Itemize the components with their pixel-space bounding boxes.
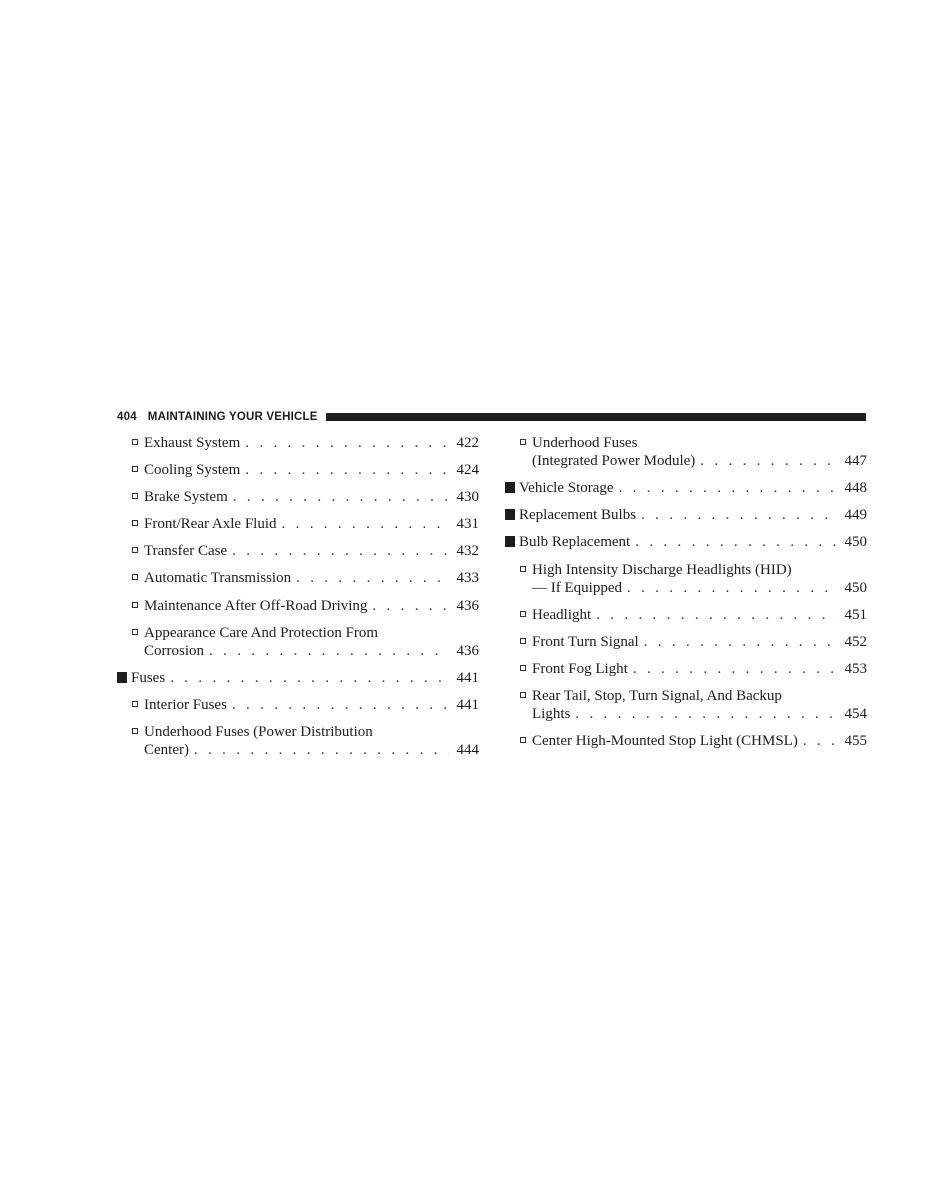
toc-entry-cooling-system[interactable] xyxy=(117,461,479,479)
subsection-box-icon xyxy=(520,665,526,671)
subsection-box-icon xyxy=(132,493,138,499)
toc-entry-brake-system[interactable] xyxy=(117,488,479,506)
toc-entry-title: Rear Tail, Stop, Turn Signal, And Backup xyxy=(532,688,782,705)
toc-page-number: 432 xyxy=(456,543,479,560)
dot-leader xyxy=(639,633,837,651)
subsection-box-icon xyxy=(132,629,138,635)
toc-page-number: 422 xyxy=(456,435,479,451)
toc-entry-title: Interior Fuses xyxy=(144,697,227,714)
toc-entry-title: Lights xyxy=(532,706,571,723)
toc-page-number: 441 xyxy=(456,669,479,686)
toc-entry-title: Cooling System xyxy=(144,462,241,479)
page-number: 404 xyxy=(117,411,137,423)
toc-entry-title: Front Turn Signal xyxy=(532,633,639,650)
toc-entry-underhood-fuses-power-distribution-center[interactable] xyxy=(117,723,479,759)
toc-page-number: 433 xyxy=(456,570,479,587)
toc-entry-replacement-bulbs[interactable] xyxy=(505,506,867,524)
toc-entry-title: Front/Rear Axle Fluid xyxy=(144,516,277,533)
toc-right-column xyxy=(505,434,867,760)
dot-leader xyxy=(630,533,836,551)
toc-entry-title: Maintenance After Off-Road Driving xyxy=(144,597,368,614)
toc-page-number: 444 xyxy=(456,742,479,759)
toc-entry-title: (Integrated Power Module) xyxy=(532,453,696,470)
toc-entry-title: Underhood Fuses (Power Distribution xyxy=(144,724,373,741)
toc-page-number: 436 xyxy=(456,642,479,659)
toc-entry-front-turn-signal[interactable] xyxy=(505,633,867,651)
toc-entry-front-rear-axle-fluid[interactable] xyxy=(117,515,479,533)
dot-leader xyxy=(798,732,837,750)
header-rule xyxy=(326,413,866,421)
toc-page-number: 449 xyxy=(844,507,867,524)
dot-leader xyxy=(628,660,837,678)
toc-entry-center-high-mounted-stop-light-chmsl[interactable] xyxy=(505,732,867,750)
subsection-box-icon xyxy=(132,602,138,608)
toc-page-number: 431 xyxy=(456,516,479,533)
toc-page-number: 424 xyxy=(456,462,479,479)
toc-page-number: 455 xyxy=(844,733,867,750)
dot-leader xyxy=(622,579,837,597)
toc-entry-title: Underhood Fuses xyxy=(532,435,638,451)
subsection-box-icon xyxy=(132,728,138,734)
dot-leader xyxy=(228,488,449,506)
dot-leader xyxy=(591,606,836,624)
dot-leader xyxy=(636,506,836,524)
toc-entry-title: Center High-Mounted Stop Light (CHMSL) xyxy=(532,733,798,750)
toc-entry-title: Automatic Transmission xyxy=(144,570,292,587)
subsection-box-icon xyxy=(520,638,526,644)
toc-entry-interior-fuses[interactable] xyxy=(117,696,479,714)
toc-entry-title: Center) xyxy=(144,742,189,759)
subsection-box-icon xyxy=(520,737,526,743)
toc-entry-vehicle-storage[interactable] xyxy=(505,479,867,497)
dot-leader xyxy=(240,461,448,479)
dot-leader xyxy=(227,542,448,560)
toc-entry-bulb-replacement[interactable] xyxy=(505,533,867,551)
toc-entry-maintenance-after-off-road-driving[interactable] xyxy=(117,597,479,615)
toc-entry-title: Front Fog Light xyxy=(532,661,628,678)
dot-leader xyxy=(695,452,836,470)
toc-left-column xyxy=(117,434,479,768)
section-title: MAINTAINING YOUR VEHICLE xyxy=(147,411,318,423)
toc-entry-title: Vehicle Storage xyxy=(519,480,614,497)
section-bullet-icon xyxy=(505,509,515,520)
toc-entry-title: Replacement Bulbs xyxy=(519,507,637,524)
subsection-box-icon xyxy=(520,611,526,617)
toc-entry-title: Headlight xyxy=(532,606,592,623)
toc-entry-appearance-care-and-protection-from-corrosion[interactable] xyxy=(117,624,479,660)
toc-page-number: 447 xyxy=(844,453,867,470)
subsection-box-icon xyxy=(132,547,138,553)
toc-entry-title: Exhaust System xyxy=(144,435,241,451)
subsection-box-icon xyxy=(132,466,138,472)
dot-leader xyxy=(291,569,448,587)
toc-page-number: 452 xyxy=(844,633,867,650)
toc-page-number: 448 xyxy=(844,480,867,497)
dot-leader xyxy=(240,434,448,452)
subsection-box-icon xyxy=(132,574,138,580)
toc-entry-rear-tail-stop-turn-signal-and-backup-lights[interactable] xyxy=(505,687,867,723)
dot-leader xyxy=(204,642,449,660)
dot-leader xyxy=(570,705,836,723)
subsection-box-icon xyxy=(132,520,138,526)
subsection-box-icon xyxy=(520,439,526,445)
dot-leader xyxy=(614,479,837,497)
toc-entry-fuses[interactable] xyxy=(117,669,479,687)
toc-entry-high-intensity-discharge-headlights-hid-if-equipped[interactable] xyxy=(505,561,867,597)
toc-entry-title: Transfer Case xyxy=(144,543,228,560)
page-header xyxy=(117,408,866,426)
toc-page-number: 450 xyxy=(844,534,867,551)
dot-leader xyxy=(227,696,449,714)
toc-page-number: 451 xyxy=(844,606,867,623)
section-bullet-icon xyxy=(117,672,127,683)
toc-page-number: 430 xyxy=(456,489,479,506)
toc-entry-front-fog-light[interactable] xyxy=(505,660,867,678)
toc-entry-automatic-transmission[interactable] xyxy=(117,569,479,587)
subsection-box-icon xyxy=(132,701,138,707)
toc-page-number: 436 xyxy=(456,597,479,614)
subsection-box-icon xyxy=(132,439,138,445)
subsection-box-icon xyxy=(520,692,526,698)
toc-entry-title: Brake System xyxy=(144,489,228,506)
toc-entry-exhaust-system[interactable] xyxy=(117,434,479,452)
dot-leader xyxy=(277,515,449,533)
toc-entry-title: — If Equipped xyxy=(532,579,622,596)
toc-page-number: 441 xyxy=(456,697,479,714)
toc-entry-title: Bulb Replacement xyxy=(519,534,631,551)
subsection-box-icon xyxy=(520,566,526,572)
section-bullet-icon xyxy=(505,482,515,493)
toc-entry-headlight[interactable] xyxy=(505,606,867,624)
toc-page-number: 450 xyxy=(844,579,867,596)
toc-page-number: 453 xyxy=(844,661,867,678)
toc-entry-title: Corrosion xyxy=(144,642,204,659)
section-bullet-icon xyxy=(505,536,515,547)
toc-entry-title: Appearance Care And Protection From xyxy=(144,624,379,641)
toc-page-number: 454 xyxy=(844,706,867,723)
toc-entry-underhood-fuses-integrated-power-module[interactable] xyxy=(505,434,867,470)
dot-leader xyxy=(165,669,448,687)
toc-entry-title: High Intensity Discharge Headlights (HID) xyxy=(532,561,792,578)
toc-entry-title: Fuses xyxy=(131,669,166,686)
dot-leader xyxy=(189,741,449,759)
toc-entry-transfer-case[interactable] xyxy=(117,542,479,560)
dot-leader xyxy=(367,597,448,615)
